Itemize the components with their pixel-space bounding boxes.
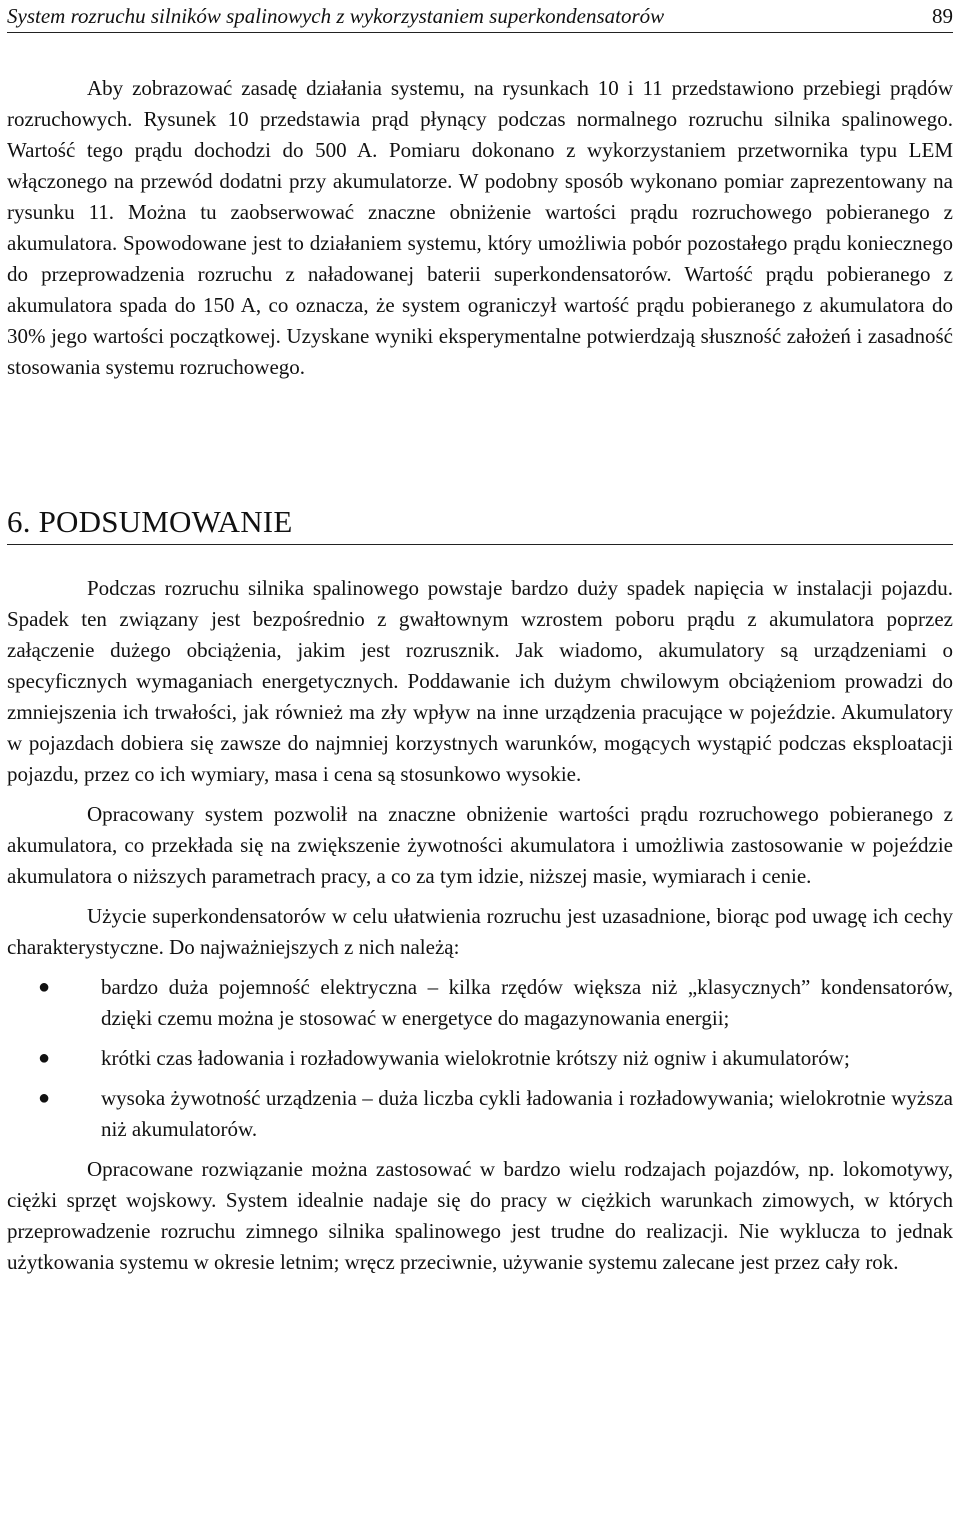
closing-paragraph: Opracowane rozwiązanie można zastosować w bardzo wielu rodzajach pojazdów, np. lokomotywy, ciężki sprzęt wojskowy. System idealnie nadaje się do pracy w ciężkich warunkach zimowych, w których przeprowadzenie rozruchu zimnego silnika spalinowego jest trudne do realizacji. Nie wyklucza to jednak użytkowania systemu w okresie letnim; wręcz przeciwnie, używanie systemu zalecane jest przez cały rok. xyxy=(7,1157,953,1274)
section-heading: 6. PODSUMOWANIE xyxy=(7,503,953,545)
list-item xyxy=(7,972,953,1034)
bullet-icon: ● xyxy=(38,1087,51,1109)
list-item-text: wysoka żywotność urządzenia – duża liczba cykli ładowania i rozładowywania; wielokrotnie wyższa niż akumulatorów. xyxy=(101,1086,953,1141)
document-page xyxy=(7,0,953,1278)
bullet-icon: ● xyxy=(38,1047,51,1069)
list-item-text: bardzo duża pojemność elektryczna – kilka rzędów większa niż „klasycznych” kondensatorów, dzięki czemu można je stosować w energetyce do magazynowania energii; xyxy=(101,975,953,1030)
bullet-icon: ● xyxy=(38,976,51,998)
list-item xyxy=(7,1083,953,1145)
running-header-title: System rozruchu silników spalinowych z wykorzystaniem superkondensatorów xyxy=(7,4,665,28)
list-item-text: krótki czas ładowania i rozładowywania wielokrotnie krótszy niż ogniw i akumulatorów; xyxy=(101,1046,850,1070)
summary-paragraph-3: Użycie superkondensatorów w celu ułatwienia rozruchu jest uzasadnione, biorąc pod uwagę ich cechy charakterystyczne. Do najważniejszych z nich należą: xyxy=(7,904,953,959)
features-list xyxy=(7,972,953,1145)
list-item xyxy=(7,1043,953,1074)
summary-paragraph-2: Opracowany system pozwolił na znaczne obniżenie wartości prądu rozruchowego pobieranego z akumulatora, co przekłada się na zwiększenie żywotności akumulatora i umożliwia zastosowanie w pojeździe akumulatora o niższych parametrach pracy, a co za tym idzie, niższej masie, wymiarach i cenie. xyxy=(7,802,953,888)
intro-paragraph: Aby zobrazować zasadę działania systemu, na rysunkach 10 i 11 przedstawiono przebiegi prądów rozruchowych. Rysunek 10 przedstawia prąd płynący podczas normalnego rozruchu silnika spalinowego. Wartość tego prądu dochodzi do 500 A. Pomiaru dokonano z wykorzystaniem przetwornika typu LEM włączonego na przewód dodatni przy akumulatorze. W podobny sposób wykonano pomiar zaprezentowany na rysunku 11. Można tu zaobserwować znaczne obniżenie wartości prądu rozruchowego pobieranego z akumulatora. Spowodowane jest to działaniem systemu, który umożliwia pobór pozostałego prądu koniecznego do przeprowadzenia rozruchu z naładowanej baterii superkondensatorów. Wartość prądu pobieranego z akumulatora spada do 150 A, co oznacza, że system ograniczył wartość prądu pobieranego z akumulatora do 30% jego wartości początkowej. Uzyskane wyniki eksperymentalne potwierdzają słuszność założeń i zasadność stosowania systemu rozruchowego. xyxy=(7,76,953,379)
summary-paragraph-1: Podczas rozruchu silnika spalinowego powstaje bardzo duży spadek napięcia w instalacji pojazdu. Spadek ten związany jest bezpośrednio z gwałtownym wzrostem poboru prądu z akumulatora poprzez załączenie dużego obciążenia, jakim jest rozrusznik. Jak wiadomo, akumulatory są urządzeniami o specyficznych wymaganiach energetycznych. Poddawanie ich dużym chwilowym obciążeniom prowadzi do zmniejszenia ich trwałości, jak również ma zły wpływ na inne urządzenia pracujące w pojeździe. Akumulatory w pojazdach dobiera się zawsze do najmniej korzystnych warunków, mogących wystąpić podczas eksploatacji pojazdu, przez co ich wymiary, masa i cena są stosunkowo wysokie. xyxy=(7,576,953,786)
running-header xyxy=(7,0,953,33)
section-body xyxy=(7,573,953,1278)
page-number: 89 xyxy=(932,4,953,28)
